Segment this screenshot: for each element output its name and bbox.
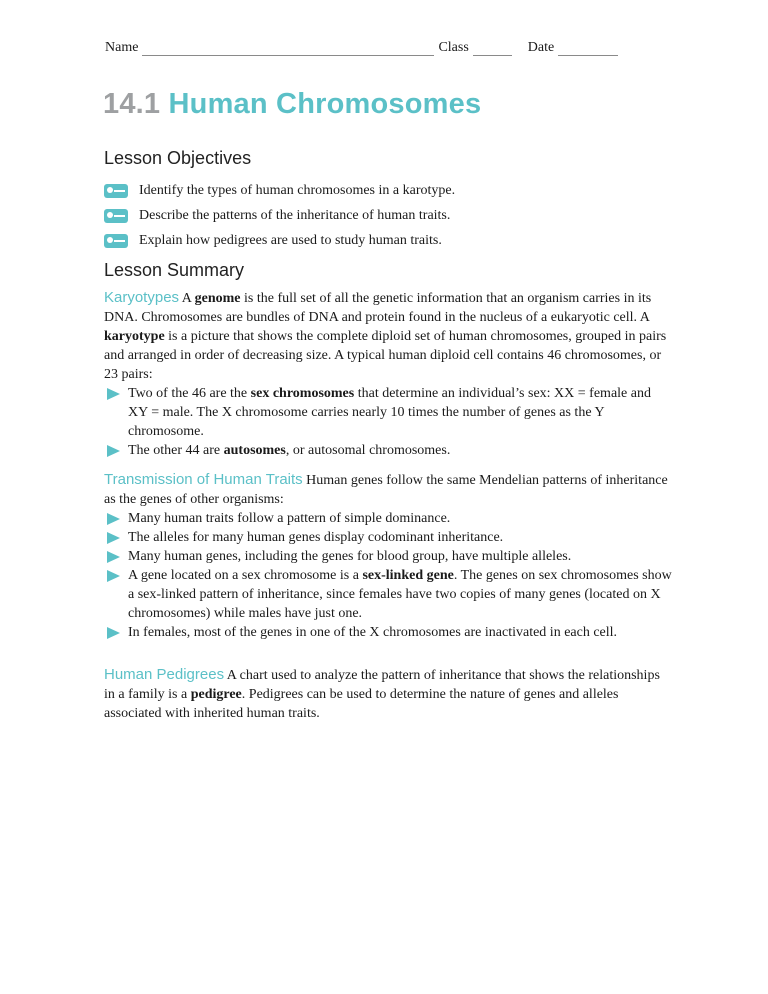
bullet-item <box>104 441 672 460</box>
lesson-number: 14.1 <box>103 88 161 120</box>
objective-text: Describe the patterns of the inheritance of human traits. <box>139 207 451 223</box>
objectives-list <box>104 178 455 253</box>
term-autosomes: autosomes <box>223 443 286 458</box>
objective-text: Explain how pedigrees are used to study human traits. <box>139 232 442 248</box>
body-text: Many human traits follow a pattern of simple dominance. <box>128 511 451 526</box>
arrow-bullet-icon <box>107 445 120 457</box>
body-text: A gene located on a sex chromosome is a <box>128 568 363 583</box>
objective-item <box>104 203 455 228</box>
date-label: Date <box>527 40 555 55</box>
bullet-item <box>104 547 672 566</box>
objectives-heading: Lesson Objectives <box>104 148 252 168</box>
summary-heading: Lesson Summary <box>104 260 245 280</box>
arrow-bullet-icon <box>107 532 120 544</box>
karyotypes-bullets <box>104 384 672 460</box>
body-text: A chart used to analyze the pattern of inheritance that shows the relationships in a family is a <box>104 668 660 702</box>
pedigrees-heading: Human Pedigrees <box>104 666 225 683</box>
key-icon <box>104 234 128 248</box>
term-sex-linked-gene: sex-linked gene <box>362 568 454 583</box>
term-pedigree: pedigree <box>190 687 242 702</box>
body-text: Two of the 46 are the <box>128 386 251 401</box>
karyotypes-paragraph <box>104 288 672 384</box>
transmission-paragraph <box>104 470 672 509</box>
key-icon <box>104 184 128 198</box>
transmission-heading: Transmission of Human Traits <box>104 471 303 488</box>
page-title <box>103 88 481 121</box>
arrow-bullet-icon <box>107 551 120 563</box>
body-text: , or autosomal chromosomes. <box>285 443 451 458</box>
term-genome: genome <box>194 291 241 306</box>
term-sex-chromosomes: sex chromosomes <box>250 386 355 401</box>
karyotypes-section <box>104 288 672 460</box>
bullet-item <box>104 566 672 623</box>
objective-text: Identify the types of human chromosomes in a karotype. <box>139 182 456 198</box>
arrow-bullet-icon <box>107 570 120 582</box>
arrow-bullet-icon <box>107 388 120 400</box>
arrow-bullet-icon <box>107 513 120 525</box>
name-label: Name <box>105 40 139 55</box>
objective-item <box>104 228 455 253</box>
header-fields <box>105 40 622 56</box>
body-text: Human genes follow the same Mendelian patterns of inheritance as the genes of other organisms: <box>104 473 668 507</box>
body-text: that determine an individual’s sex: XX = female and XY = male. The X chromosome carries nearly 10 times the number of genes as the Y chromosome. <box>128 386 651 439</box>
key-icon <box>104 209 128 223</box>
body-text: Many human genes, including the genes for blood group, have multiple alleles. <box>128 549 572 564</box>
class-label: Class <box>438 40 469 55</box>
date-field[interactable] <box>558 43 618 56</box>
name-field[interactable] <box>142 43 434 56</box>
bullet-item <box>104 528 672 547</box>
objective-item <box>104 178 455 203</box>
arrow-bullet-icon <box>107 627 120 639</box>
body-text: is the full set of all the genetic information that an organism carries in its DNA. Chromosomes are bundles of DNA and protein found in the nucleus of a eukaryotic cell. A <box>104 291 652 325</box>
body-text: The alleles for many human genes display codominant inheritance. <box>128 530 504 545</box>
body-text: is a picture that shows the complete diploid set of human chromosomes, grouped in pairs and arranged in order of decreasing size. A typical human diploid cell contains 46 chromosomes, or 23 pairs: <box>104 329 667 382</box>
pedigrees-paragraph <box>104 665 672 723</box>
bullet-item <box>104 623 672 642</box>
karyotypes-heading: Karyotypes <box>104 289 180 306</box>
class-field[interactable] <box>473 43 512 56</box>
term-karyotype: karyotype <box>104 329 165 344</box>
bullet-item <box>104 384 672 441</box>
pedigrees-section <box>104 665 672 723</box>
body-text: . Pedigrees can be used to determine the nature of genes and alleles associated with inherited human traits. <box>104 687 619 721</box>
body-text: The other 44 are <box>128 443 224 458</box>
lesson-title: Human Chromosomes <box>168 88 482 120</box>
body-text: A <box>181 291 195 306</box>
transmission-section <box>104 470 672 642</box>
body-text: . The genes on sex chromosomes show a sex-linked pattern of inheritance, since females have two copies of many genes (located on X chromosomes) while males have just one. <box>128 568 672 621</box>
transmission-bullets <box>104 509 672 642</box>
body-text: In females, most of the genes in one of the X chromosomes are inactivated in each cell. <box>128 625 618 640</box>
bullet-item <box>104 509 672 528</box>
